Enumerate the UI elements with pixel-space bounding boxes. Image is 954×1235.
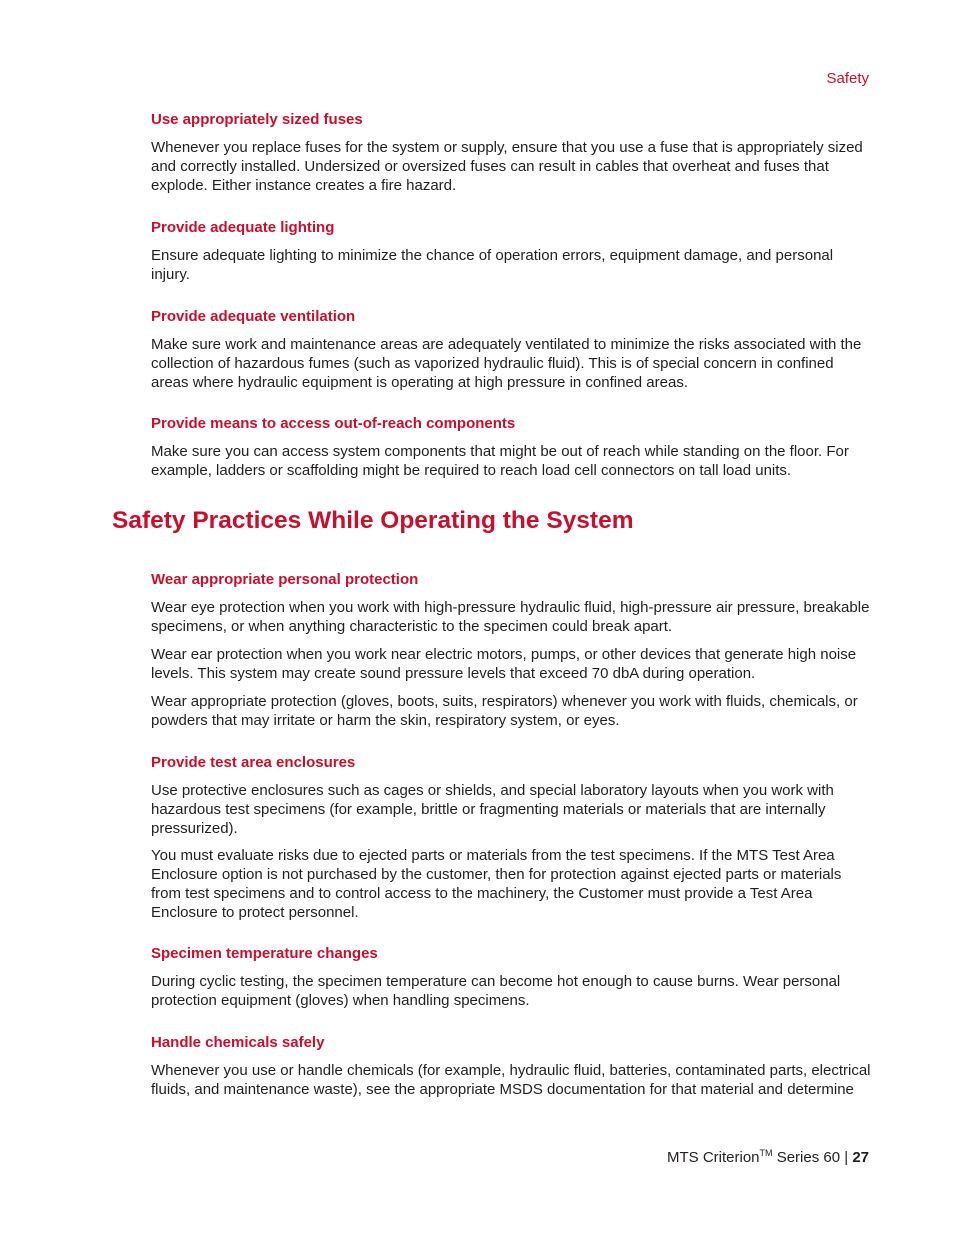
fuses-heading: Use appropriately sized fuses — [151, 111, 363, 128]
trademark-mark: TM — [759, 1148, 773, 1158]
page-number: 27 — [852, 1149, 869, 1166]
running-header: Safety — [826, 70, 869, 87]
ventilation-heading: Provide adequate ventilation — [151, 308, 356, 325]
fuses-paragraph: Whenever you replace fuses for the system or supply, ensure that you use a fuse that is appropriately sized and correctly installed. Undersized or oversized fuses can result in cables that overheat and fuses that explode. Either instance creates a fire hazard. — [151, 139, 863, 194]
chemicals-heading: Handle chemicals safely — [151, 1034, 325, 1051]
footer-series: Series 60 | — [772, 1149, 853, 1166]
access-paragraph: Make sure you can access system components that might be out of reach while standing on the floor. For example, ladders or scaffolding might be required to reach load cell connectors on tall load units. — [151, 443, 849, 479]
body-protection-paragraph: Wear appropriate protection (gloves, boots, suits, respirators) whenever you work with fluids, chemicals, or powders that may irritate or harm the skin, respiratory system, or eyes. — [151, 693, 858, 729]
page-title: Safety Practices While Operating the System — [112, 507, 634, 534]
temperature-paragraph: During cyclic testing, the specimen temperature can become hot enough to cause burns. Wear personal protection equipment (gloves) when handling specimens. — [151, 973, 841, 1009]
access-heading: Provide means to access out-of-reach components — [151, 415, 516, 432]
enclosures-heading: Provide test area enclosures — [151, 754, 356, 771]
eye-protection-paragraph: Wear eye protection when you work with high-pressure hydraulic fluid, high-pressure air pressure, breakable specimens, or when anything characteristic to the specimen could break apart. — [151, 599, 870, 635]
protection-heading: Wear appropriate personal protection — [151, 571, 419, 588]
lighting-heading: Provide adequate lighting — [151, 219, 335, 236]
lighting-paragraph: Ensure adequate lighting to minimize the chance of operation errors, equipment damage, and personal injury. — [151, 247, 834, 283]
ear-protection-paragraph: Wear ear protection when you work near electric motors, pumps, or other devices that generate high noise levels. This system may create sound pressure levels that exceed 70 dbA during operation. — [151, 646, 857, 682]
temperature-heading: Specimen temperature changes — [151, 945, 378, 962]
page-footer — [667, 1148, 869, 1166]
footer-product: MTS Criterion — [667, 1149, 760, 1166]
chemicals-paragraph: Whenever you use or handle chemicals (for example, hydraulic fluid, batteries, contaminated parts, electrical fluids, and maintenance waste), see the appropriate MSDS documentation for that material and determine — [151, 1062, 871, 1098]
ventilation-paragraph: Make sure work and maintenance areas are adequately ventilated to minimize the risks associated with the collection of hazardous fumes (such as vaporized hydraulic fluid). This is of special concern in confined areas where hydraulic equipment is operating at high pressure in confined areas. — [151, 336, 862, 391]
ejected-parts-paragraph: You must evaluate risks due to ejected parts or materials from the test specimens. If the MTS Test Area Enclosure option is not purchased by the customer, then for protection against ejected parts or materials from test specimens and to control access to the machinery, the Customer must provide a Test Area Enclosure to protect personnel. — [151, 847, 842, 921]
enclosures-paragraph: Use protective enclosures such as cages or shields, and special laboratory layouts when you work with hazardous test specimens (for example, brittle or fragmenting materials or materials that are internally pressurized). — [151, 782, 834, 837]
